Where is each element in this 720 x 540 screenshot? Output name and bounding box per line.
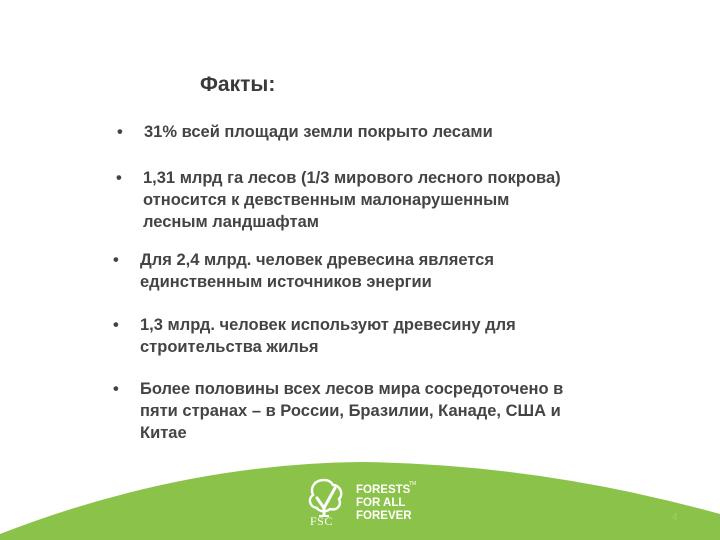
bullet-line: 1,31 млрд га лесов (1/3 мирового лесного покрова) bbox=[143, 169, 561, 187]
bullet-line: Для 2,4 млрд. человек древесина является bbox=[140, 251, 494, 269]
bullet-line: Более половины всех лесов мира сосредоточено в bbox=[140, 380, 564, 398]
bullet-marker: • bbox=[113, 251, 119, 269]
bullet-line: лесным ландшафтам bbox=[143, 213, 319, 231]
page-number: 4 bbox=[672, 512, 678, 523]
bullet-line: относится к девственным малонарушенным bbox=[143, 191, 510, 209]
fsc-slogan bbox=[356, 484, 426, 523]
bullet-line: строительства жилья bbox=[140, 338, 319, 356]
bullet-marker: • bbox=[113, 316, 119, 334]
bullet-marker: • bbox=[116, 169, 122, 187]
slogan-line: FOREVER bbox=[356, 510, 412, 522]
slide-title: Факты: bbox=[200, 73, 276, 96]
bullet-line: пяти странах – в России, Бразилии, Канаде, США и bbox=[140, 402, 561, 420]
bullet-line: единственным источников энергии bbox=[140, 273, 432, 291]
fsc-wordmark: FSC bbox=[310, 514, 333, 528]
slogan-line: FORESTS bbox=[356, 484, 411, 496]
bullet-marker: • bbox=[113, 380, 119, 398]
slogan-line: FOR ALL bbox=[356, 497, 406, 509]
bullet-marker: • bbox=[117, 123, 123, 141]
bullet-line: Китае bbox=[140, 424, 187, 442]
bullet-line: 31% всей площади земли покрыто лесами bbox=[144, 123, 493, 141]
trademark-mark: TM bbox=[409, 481, 417, 487]
bullet-line: 1,3 млрд. человек используют древесину для bbox=[140, 316, 516, 334]
